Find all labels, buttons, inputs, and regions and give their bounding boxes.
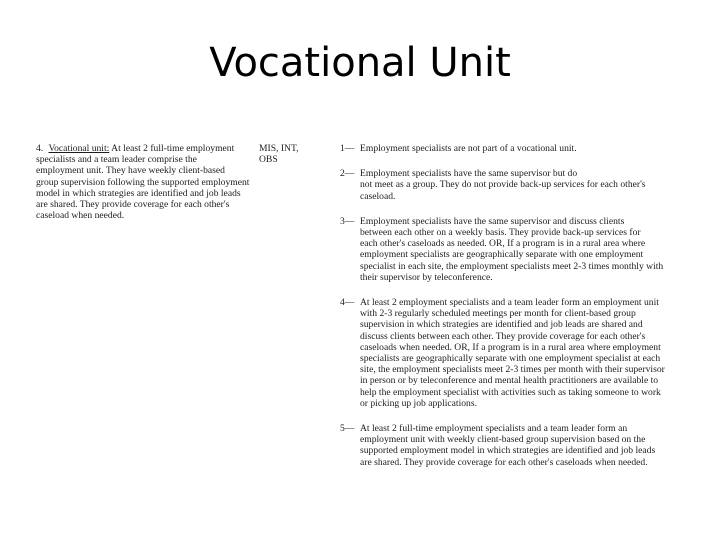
anchor-line: specialists are geographically separate with one employment specialist at each xyxy=(360,353,661,365)
anchor-line: caseload. xyxy=(360,190,396,202)
item-description xyxy=(36,143,258,221)
anchor-line: discuss clients between each other. They provide coverage for each other's xyxy=(360,330,646,342)
data-source-line: OBS xyxy=(259,154,278,166)
anchor-line: Employment specialists have the same supervisor and discuss clients xyxy=(360,215,625,227)
rating-anchor-4 xyxy=(340,297,690,409)
anchor-line: supervision in which strategies are identified and job leads are shared and xyxy=(360,319,643,331)
anchor-score: 1— xyxy=(340,143,355,154)
rating-anchors xyxy=(340,143,690,482)
anchor-line: supported employment model in which strategies are identified and job leads xyxy=(360,445,656,457)
anchor-line: Employment specialists are not part of a vocational unit. xyxy=(360,143,577,154)
anchor-line: employment unit with weekly client-based group supervision based on the xyxy=(360,434,646,446)
anchor-line: specialist in each site, the employment specialists meet 2-3 times monthly with xyxy=(360,260,664,272)
item-number: 4. xyxy=(36,143,44,154)
item-description-line: employment unit. They have weekly client-based xyxy=(36,165,225,177)
anchor-line: in person or by teleconference and mental health practitioners are available to xyxy=(360,375,659,387)
anchor-line: between each other on a weekly basis. They provide back-up services for xyxy=(360,227,641,239)
item-description-line: At least 2 full-time employment xyxy=(111,143,235,154)
item-description-line: group supervision following the supported employment xyxy=(36,176,250,188)
rating-anchor-2 xyxy=(340,168,690,202)
rating-anchor-3 xyxy=(340,216,690,283)
anchor-score: 4— xyxy=(340,297,355,309)
data-source-line: MIS, INT, xyxy=(259,143,299,154)
data-sources xyxy=(259,143,319,165)
anchor-line: not meet as a group. They do not provide back-up services for each other's xyxy=(360,179,646,191)
anchor-line: their supervisor by teleconference. xyxy=(360,271,493,283)
anchor-line: each other's caseloads as needed. OR, If a program is in a rural area where xyxy=(360,238,646,250)
anchor-line: caseloads when needed. OR, If a program is in a rural area where employment xyxy=(360,341,661,353)
item-description-line: caseload when needed. xyxy=(36,210,125,222)
anchor-line: employment specialists are geographically separate with one employment xyxy=(360,249,644,261)
item-description-line: model in which strategies are identified and job leads xyxy=(36,187,241,199)
slide-title: Vocational Unit xyxy=(209,40,511,86)
anchor-score: 5— xyxy=(340,423,355,435)
anchor-line: are shared. They provide coverage for each other's caseloads when needed. xyxy=(360,456,648,468)
rating-anchor-1 xyxy=(340,143,690,154)
anchor-line: At least 2 employment specialists and a team leader form an employment unit xyxy=(360,297,659,309)
anchor-line: help the employment specialist with activities such as taking someone to work xyxy=(360,386,661,398)
anchor-line: At least 2 full-time employment specialists and a team leader form an xyxy=(360,423,628,435)
anchor-line: site, the employment specialists meet 2-3 times per month with their supervisor xyxy=(360,364,665,376)
anchor-score: 3— xyxy=(340,215,355,227)
item-first-line xyxy=(36,143,258,154)
anchor-line: Employment specialists have the same supervisor but do xyxy=(360,168,578,180)
anchor-score: 2— xyxy=(340,168,355,180)
rating-anchor-5 xyxy=(340,423,690,468)
item-label: Vocational unit: xyxy=(48,143,110,154)
item-description-line: specialists and a team leader comprise the xyxy=(36,154,197,166)
anchor-line: with 2-3 regularly scheduled meetings per month for client-based group xyxy=(360,308,636,320)
anchor-line: or picking up job applications. xyxy=(360,397,477,409)
item-description-line: are shared. They provide coverage for each other's xyxy=(36,199,230,211)
